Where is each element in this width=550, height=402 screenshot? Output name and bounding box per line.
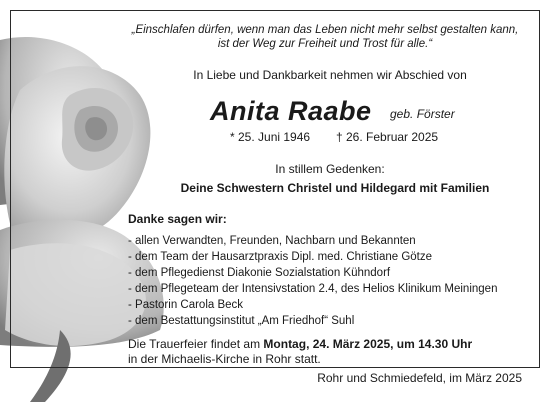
thanks-item: - dem Pflegedienst Diakonie Sozialstation Kühndorf <box>128 267 391 279</box>
thanks-item: - dem Pflegeteam der Intensivstation 2.4, des Helios Klinikum Meiningen <box>128 283 498 295</box>
birth-name: geb. Förster <box>390 107 455 121</box>
quote-line-2: ist der Weg zur Freiheit und Trost für alle.“ <box>217 38 433 50</box>
funeral-prefix: Die Trauerfeier findet am <box>128 337 264 351</box>
funeral-line-2: in der Michaelis-Kirche in Rohr statt. <box>128 352 321 366</box>
death-date: † 26. Februar 2025 <box>336 130 439 144</box>
quote-line-1: „Einschlafen dürfen, wenn man das Leben nicht mehr selbst gestalten kann, <box>131 24 519 36</box>
thanks-heading: Danke sagen wir: <box>128 212 227 226</box>
mourners-line: Deine Schwestern Christel und Hildegard mit Familien <box>180 181 490 195</box>
signature-line: Rohr und Schmiedefeld, im März 2025 <box>317 371 522 385</box>
intro-text: In Liebe und Dankbarkeit nehmen wir Abschied von <box>193 68 467 82</box>
remembrance-heading: In stillem Gedenken: <box>275 162 385 176</box>
funeral-date: Montag, 24. März 2025, um 14.30 Uhr <box>263 337 473 351</box>
thanks-item: - dem Bestattungsinstitut „Am Friedhof“ Suhl <box>128 315 355 327</box>
thanks-item: - allen Verwandten, Freunden, Nachbarn und Bekannten <box>128 235 416 247</box>
thanks-item: - Pastorin Carola Beck <box>128 299 244 311</box>
deceased-name: Anita Raabe <box>210 96 372 126</box>
birth-date: * 25. Juni 1946 <box>230 130 311 144</box>
thanks-item: - dem Team der Hausarztpraxis Dipl. med. Christiane Götze <box>128 251 433 263</box>
funeral-line-1 <box>128 337 472 352</box>
